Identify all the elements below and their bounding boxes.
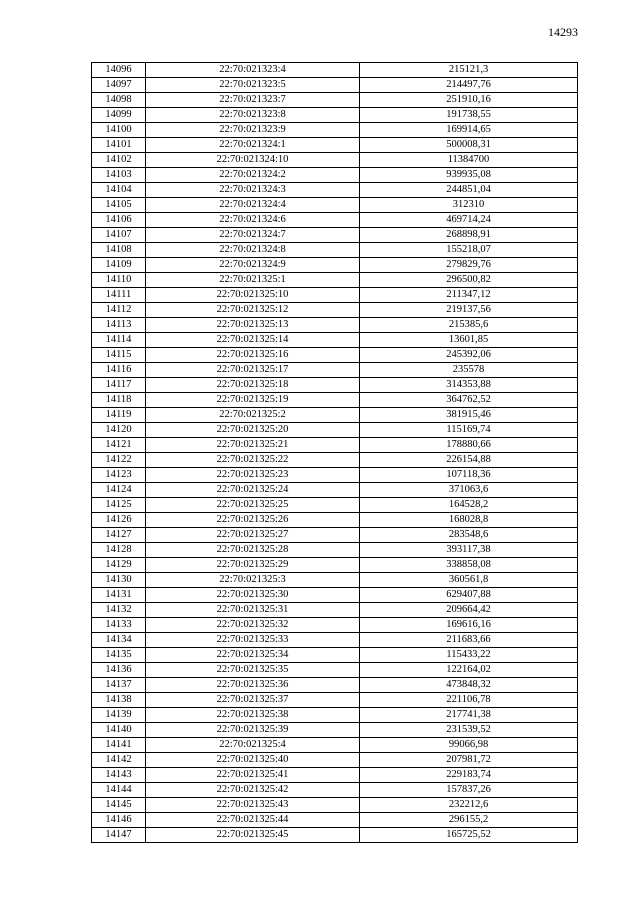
cadastral-value-cell: 364762,52 (360, 393, 578, 408)
table-row (92, 123, 578, 138)
cadastral-number-cell: 22:70:021325:28 (146, 543, 360, 558)
cadastral-number-cell: 22:70:021325:13 (146, 318, 360, 333)
cadastral-number-cell: 22:70:021325:26 (146, 513, 360, 528)
cadastral-number-cell: 22:70:021324:1 (146, 138, 360, 153)
table-row (92, 153, 578, 168)
cadastral-value-cell: 164528,2 (360, 498, 578, 513)
cadastral-value-cell: 215385,6 (360, 318, 578, 333)
table-row (92, 528, 578, 543)
cadastral-value-cell: 232212,6 (360, 798, 578, 813)
table-row (92, 138, 578, 153)
cadastral-number-cell: 22:70:021325:38 (146, 708, 360, 723)
table-row (92, 453, 578, 468)
row-number-cell: 14116 (92, 363, 146, 378)
cadastral-value-cell: 178880,66 (360, 438, 578, 453)
row-number-cell: 14130 (92, 573, 146, 588)
cadastral-value-cell: 211347,12 (360, 288, 578, 303)
table-row (92, 768, 578, 783)
row-number-cell: 14134 (92, 633, 146, 648)
table-row (92, 93, 578, 108)
cadastral-number-cell: 22:70:021325:1 (146, 273, 360, 288)
cadastral-number-cell: 22:70:021324:10 (146, 153, 360, 168)
cadastral-number-cell: 22:70:021325:23 (146, 468, 360, 483)
row-number-cell: 14136 (92, 663, 146, 678)
row-number-cell: 14096 (92, 63, 146, 78)
table-row (92, 213, 578, 228)
cadastral-value-cell: 107118,36 (360, 468, 578, 483)
cadastral-number-cell: 22:70:021323:9 (146, 123, 360, 138)
table-row (92, 243, 578, 258)
cadastral-value-cell: 231539,52 (360, 723, 578, 738)
table-row (92, 108, 578, 123)
row-number-cell: 14123 (92, 468, 146, 483)
page-number: 14293 (548, 25, 578, 39)
row-number-cell: 14106 (92, 213, 146, 228)
cadastral-number-cell: 22:70:021325:31 (146, 603, 360, 618)
row-number-cell: 14138 (92, 693, 146, 708)
row-number-cell: 14124 (92, 483, 146, 498)
row-number-cell: 14098 (92, 93, 146, 108)
table-row (92, 468, 578, 483)
cadastral-number-cell: 22:70:021325:27 (146, 528, 360, 543)
cadastral-value-cell: 279829,76 (360, 258, 578, 273)
row-number-cell: 14132 (92, 603, 146, 618)
table-row (92, 693, 578, 708)
table-row (92, 708, 578, 723)
table-row (92, 798, 578, 813)
cadastral-value-cell: 296500,82 (360, 273, 578, 288)
cadastral-value-cell: 209664,42 (360, 603, 578, 618)
row-number-cell: 14110 (92, 273, 146, 288)
cadastral-value-cell: 169616,16 (360, 618, 578, 633)
row-number-cell: 14099 (92, 108, 146, 123)
cadastral-number-cell: 22:70:021325:37 (146, 693, 360, 708)
cadastral-value-cell: 500008,31 (360, 138, 578, 153)
cadastral-number-cell: 22:70:021325:40 (146, 753, 360, 768)
row-number-cell: 14119 (92, 408, 146, 423)
row-number-cell: 14101 (92, 138, 146, 153)
cadastral-value-cell: 268898,91 (360, 228, 578, 243)
cadastral-value-cell: 215121,3 (360, 63, 578, 78)
cadastral-number-cell: 22:70:021324:8 (146, 243, 360, 258)
table-row (92, 333, 578, 348)
table-row (92, 783, 578, 798)
cadastral-number-cell: 22:70:021325:36 (146, 678, 360, 693)
table-row (92, 648, 578, 663)
row-number-cell: 14147 (92, 828, 146, 843)
cadastral-number-cell: 22:70:021325:3 (146, 573, 360, 588)
cadastral-value-cell: 473848,32 (360, 678, 578, 693)
cadastral-value-cell: 381915,46 (360, 408, 578, 423)
cadastral-number-cell: 22:70:021325:16 (146, 348, 360, 363)
row-number-cell: 14120 (92, 423, 146, 438)
cadastral-value-cell: 629407,88 (360, 588, 578, 603)
row-number-cell: 14108 (92, 243, 146, 258)
table-row (92, 828, 578, 843)
cadastral-number-cell: 22:70:021325:39 (146, 723, 360, 738)
cadastral-value-cell: 338858,08 (360, 558, 578, 573)
row-number-cell: 14146 (92, 813, 146, 828)
table-row (92, 738, 578, 753)
cadastral-number-cell: 22:70:021325:17 (146, 363, 360, 378)
row-number-cell: 14121 (92, 438, 146, 453)
cadastral-number-cell: 22:70:021325:30 (146, 588, 360, 603)
cadastral-value-cell: 217741,38 (360, 708, 578, 723)
row-number-cell: 14122 (92, 453, 146, 468)
cadastral-number-cell: 22:70:021325:2 (146, 408, 360, 423)
table-row (92, 498, 578, 513)
row-number-cell: 14144 (92, 783, 146, 798)
cadastral-value-cell: 393117,38 (360, 543, 578, 558)
cadastral-number-cell: 22:70:021325:22 (146, 453, 360, 468)
row-number-cell: 14097 (92, 78, 146, 93)
cadastral-number-cell: 22:70:021324:3 (146, 183, 360, 198)
row-number-cell: 14113 (92, 318, 146, 333)
row-number-cell: 14115 (92, 348, 146, 363)
row-number-cell: 14104 (92, 183, 146, 198)
table-row (92, 408, 578, 423)
row-number-cell: 14125 (92, 498, 146, 513)
table-row (92, 258, 578, 273)
cadastral-value-cell: 226154,88 (360, 453, 578, 468)
table-row (92, 198, 578, 213)
cadastral-value-cell: 211683,66 (360, 633, 578, 648)
row-number-cell: 14102 (92, 153, 146, 168)
cadastral-value-cell: 207981,72 (360, 753, 578, 768)
cadastral-number-cell: 22:70:021323:5 (146, 78, 360, 93)
cadastral-number-cell: 22:70:021323:8 (146, 108, 360, 123)
row-number-cell: 14114 (92, 333, 146, 348)
row-number-cell: 14135 (92, 648, 146, 663)
cadastral-value-cell: 168028,8 (360, 513, 578, 528)
cadastral-value-cell: 165725,52 (360, 828, 578, 843)
cadastral-value-cell: 191738,55 (360, 108, 578, 123)
table-row (92, 513, 578, 528)
table-row (92, 618, 578, 633)
cadastral-number-cell: 22:70:021325:20 (146, 423, 360, 438)
row-number-cell: 14145 (92, 798, 146, 813)
row-number-cell: 14140 (92, 723, 146, 738)
table-row (92, 78, 578, 93)
table-row (92, 633, 578, 648)
cadastral-number-cell: 22:70:021325:12 (146, 303, 360, 318)
cadastral-number-cell: 22:70:021325:21 (146, 438, 360, 453)
row-number-cell: 14126 (92, 513, 146, 528)
cadastral-value-cell: 214497,76 (360, 78, 578, 93)
row-number-cell: 14139 (92, 708, 146, 723)
table-row (92, 303, 578, 318)
row-number-cell: 14107 (92, 228, 146, 243)
cadastral-value-cell: 13601,85 (360, 333, 578, 348)
table-row (92, 723, 578, 738)
table-row (92, 423, 578, 438)
row-number-cell: 14109 (92, 258, 146, 273)
cadastral-number-cell: 22:70:021325:19 (146, 393, 360, 408)
cadastral-value-cell: 115169,74 (360, 423, 578, 438)
table-row (92, 543, 578, 558)
table-body (92, 63, 578, 843)
table-row (92, 363, 578, 378)
cadastral-value-cell: 371063,6 (360, 483, 578, 498)
cadastral-value-cell: 245392,06 (360, 348, 578, 363)
table-row (92, 603, 578, 618)
row-number-cell: 14105 (92, 198, 146, 213)
cadastral-number-cell: 22:70:021324:4 (146, 198, 360, 213)
row-number-cell: 14128 (92, 543, 146, 558)
row-number-cell: 14141 (92, 738, 146, 753)
row-number-cell: 14142 (92, 753, 146, 768)
row-number-cell: 14127 (92, 528, 146, 543)
cadastral-number-cell: 22:70:021325:44 (146, 813, 360, 828)
cadastral-number-cell: 22:70:021325:35 (146, 663, 360, 678)
cadastral-value-cell: 221106,78 (360, 693, 578, 708)
cadastral-number-cell: 22:70:021325:25 (146, 498, 360, 513)
row-number-cell: 14100 (92, 123, 146, 138)
cadastral-value-cell: 314353,88 (360, 378, 578, 393)
row-number-cell: 14117 (92, 378, 146, 393)
row-number-cell: 14111 (92, 288, 146, 303)
cadastral-number-cell: 22:70:021325:33 (146, 633, 360, 648)
table-row (92, 588, 578, 603)
table-row (92, 558, 578, 573)
table-row (92, 288, 578, 303)
table-row (92, 753, 578, 768)
table-row (92, 168, 578, 183)
table-row (92, 663, 578, 678)
row-number-cell: 14143 (92, 768, 146, 783)
table-row (92, 573, 578, 588)
table-row (92, 393, 578, 408)
table-row (92, 348, 578, 363)
row-number-cell: 14112 (92, 303, 146, 318)
row-number-cell: 14118 (92, 393, 146, 408)
cadastral-number-cell: 22:70:021325:4 (146, 738, 360, 753)
cadastral-value-cell: 360561,8 (360, 573, 578, 588)
cadastral-number-cell: 22:70:021324:2 (146, 168, 360, 183)
cadastral-number-cell: 22:70:021325:10 (146, 288, 360, 303)
cadastral-value-table (91, 62, 578, 843)
cadastral-value-cell: 244851,04 (360, 183, 578, 198)
table-row (92, 813, 578, 828)
table-row (92, 438, 578, 453)
cadastral-number-cell: 22:70:021325:45 (146, 828, 360, 843)
row-number-cell: 14131 (92, 588, 146, 603)
table-row (92, 378, 578, 393)
cadastral-value-cell: 296155,2 (360, 813, 578, 828)
table-row (92, 483, 578, 498)
row-number-cell: 14103 (92, 168, 146, 183)
cadastral-number-cell: 22:70:021325:41 (146, 768, 360, 783)
cadastral-number-cell: 22:70:021325:42 (146, 783, 360, 798)
cadastral-value-cell: 235578 (360, 363, 578, 378)
cadastral-value-cell: 157837,26 (360, 783, 578, 798)
cadastral-value-cell: 99066,98 (360, 738, 578, 753)
cadastral-number-cell: 22:70:021324:6 (146, 213, 360, 228)
table-row (92, 318, 578, 333)
table-row (92, 228, 578, 243)
row-number-cell: 14137 (92, 678, 146, 693)
cadastral-value-cell: 155218,07 (360, 243, 578, 258)
cadastral-value-cell: 219137,56 (360, 303, 578, 318)
cadastral-value-cell: 312310 (360, 198, 578, 213)
cadastral-value-cell: 229183,74 (360, 768, 578, 783)
table-row (92, 678, 578, 693)
cadastral-number-cell: 22:70:021325:32 (146, 618, 360, 633)
cadastral-number-cell: 22:70:021325:43 (146, 798, 360, 813)
row-number-cell: 14133 (92, 618, 146, 633)
cadastral-value-cell: 122164,02 (360, 663, 578, 678)
cadastral-number-cell: 22:70:021325:18 (146, 378, 360, 393)
cadastral-number-cell: 22:70:021324:9 (146, 258, 360, 273)
cadastral-number-cell: 22:70:021325:29 (146, 558, 360, 573)
cadastral-number-cell: 22:70:021325:34 (146, 648, 360, 663)
table-row (92, 273, 578, 288)
cadastral-value-cell: 939935,08 (360, 168, 578, 183)
cadastral-number-cell: 22:70:021324:7 (146, 228, 360, 243)
cadastral-value-cell: 169914,65 (360, 123, 578, 138)
table-row (92, 183, 578, 198)
cadastral-number-cell: 22:70:021325:14 (146, 333, 360, 348)
cadastral-value-cell: 283548,6 (360, 528, 578, 543)
cadastral-number-cell: 22:70:021325:24 (146, 483, 360, 498)
cadastral-number-cell: 22:70:021323:4 (146, 63, 360, 78)
cadastral-number-cell: 22:70:021323:7 (146, 93, 360, 108)
cadastral-value-cell: 115433,22 (360, 648, 578, 663)
cadastral-value-cell: 469714,24 (360, 213, 578, 228)
cadastral-value-cell: 251910,16 (360, 93, 578, 108)
row-number-cell: 14129 (92, 558, 146, 573)
table-row (92, 63, 578, 78)
cadastral-value-cell: 11384700 (360, 153, 578, 168)
